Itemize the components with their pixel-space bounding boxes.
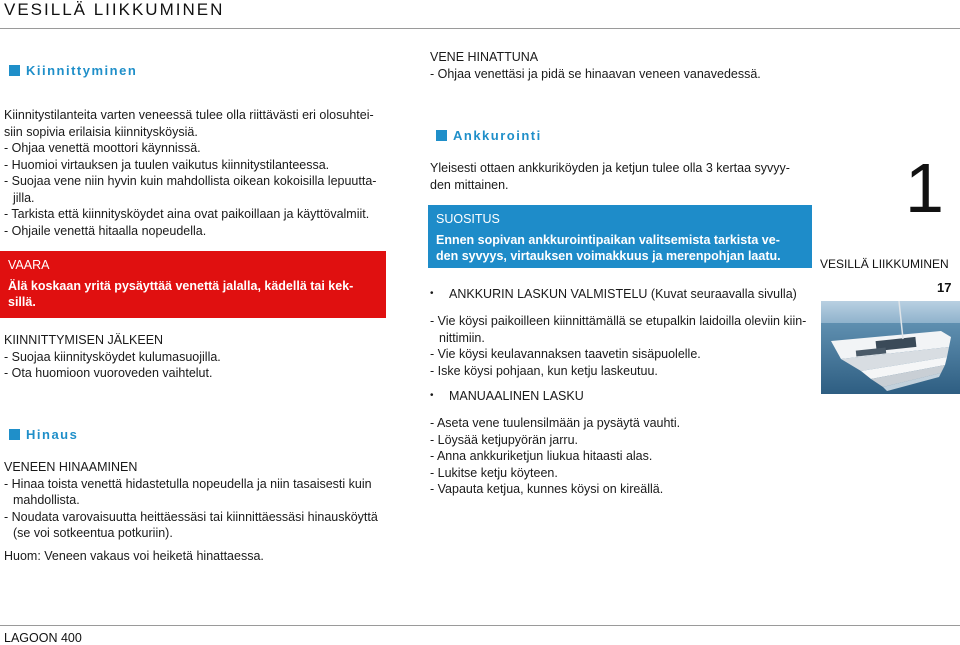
towed-heading: VENE HINATTUNA bbox=[430, 50, 539, 64]
step-item: - Aseta vene tuulensilmään ja pysäytä vauhti. bbox=[430, 416, 681, 430]
step-item: - Iske köysi pohjaan, kun ketju laskeutuu. bbox=[430, 363, 658, 378]
bullet-label: MANUAALINEN LASKU bbox=[449, 389, 584, 403]
hinaus-item: - Noudata varovaisuutta heittäessäsi tai kiinnittäessäsi hinausköyttä bbox=[4, 509, 378, 524]
step-item: - Vie köysi keulavannaksen taavetin sisäpuolelle. bbox=[430, 347, 701, 361]
step-item: - Lukitse ketju köyteen. bbox=[430, 465, 558, 480]
section-heading-kiinnittyminen bbox=[9, 63, 137, 78]
advice-text: Ennen sopivan ankkurointipaikan valitsemista tarkista ve- bbox=[436, 232, 780, 247]
ankkurointi-intro bbox=[430, 160, 820, 193]
warning-title: VAARA bbox=[8, 258, 50, 272]
kiinnitys-item: - Tarkista että kiinnitysköydet aina ovat paikoillaan ja käyttövalmiit. bbox=[4, 207, 370, 221]
square-bullet-icon bbox=[9, 65, 20, 76]
hinaus-item: (se voi sotkeentua potkuriin). bbox=[13, 526, 173, 540]
bullet-anchor-prep bbox=[430, 286, 820, 303]
ankkurointi-intro-line: den mittainen. bbox=[430, 177, 509, 192]
after-mooring-block bbox=[4, 332, 388, 382]
section-heading-label: Hinaus bbox=[26, 427, 79, 442]
section-heading-ankkurointi bbox=[436, 128, 542, 143]
square-bullet-icon bbox=[9, 429, 20, 440]
ankkurointi-intro-line: Yleisesti ottaen ankkuriköyden ja ketjun tulee olla 3 kertaa syvyy- bbox=[430, 161, 790, 175]
footer-divider bbox=[0, 625, 960, 626]
bullet-icon: • bbox=[430, 390, 434, 401]
kiinnitys-intro-line: Kiinnitystilanteita varten veneessä tulee olla riittävästi eri olosuhtei- bbox=[4, 108, 374, 122]
advice-title: SUOSITUS bbox=[436, 212, 500, 226]
hinaus-body bbox=[4, 459, 394, 564]
after-mooring-item: - Suojaa kiinnitysköydet kulumasuojilla. bbox=[4, 349, 221, 364]
manual-drop-steps bbox=[430, 415, 820, 498]
kiinnitys-body bbox=[4, 107, 388, 239]
step-item: nittimiin. bbox=[439, 330, 485, 345]
advice-box bbox=[428, 205, 812, 268]
kiinnitys-item: - Ohjaa venettä moottori käynnissä. bbox=[4, 141, 201, 155]
warning-text: sillä. bbox=[8, 295, 36, 309]
catamaran-photo bbox=[821, 301, 960, 394]
kiinnitys-item: jilla. bbox=[13, 190, 35, 205]
hinaus-subheading: VENEEN HINAAMINEN bbox=[4, 460, 138, 474]
page-header-title: VESILLÄ LIIKKUMINEN bbox=[4, 0, 225, 19]
section-heading-hinaus bbox=[9, 427, 78, 442]
hinaus-note: Huom: Veneen vakaus voi heiketä hinattaessa. bbox=[4, 548, 264, 563]
step-item: - Vie köysi paikoilleen kiinnittämällä se etupalkin laidoilla oleviin kiin- bbox=[430, 314, 807, 328]
hinaus-item: mahdollista. bbox=[13, 493, 80, 507]
square-bullet-icon bbox=[436, 130, 447, 141]
after-mooring-item: - Ota huomioon vuoroveden vaihtelut. bbox=[4, 366, 213, 380]
bullet-manual-drop bbox=[430, 388, 820, 405]
towed-text: - Ohjaa venettäsi ja pidä se hinaavan veneen vanavedessä. bbox=[430, 66, 761, 81]
step-item: - Anna ankkuriketjun liukua hitaasti alas. bbox=[430, 449, 653, 463]
kiinnitys-intro-line: siin sopivia erilaisia kiinnitysköysiä. bbox=[4, 124, 198, 139]
anchor-prep-steps bbox=[430, 313, 820, 379]
warning-box bbox=[0, 251, 386, 318]
warning-text: Älä koskaan yritä pysäyttää venettä jalalla, kädellä tai kek- bbox=[8, 278, 354, 293]
page-number: 17 bbox=[937, 280, 952, 295]
kiinnitys-item: - Ohjaile venettä hitaalla nopeudella. bbox=[4, 223, 207, 238]
step-item: - Vapauta ketjua, kunnes köysi on kireällä. bbox=[430, 482, 664, 496]
header-divider bbox=[0, 28, 960, 29]
step-item: - Löysää ketjupyörän jarru. bbox=[430, 432, 578, 447]
chapter-number: 1 bbox=[905, 149, 944, 227]
bullet-icon: • bbox=[430, 288, 434, 299]
bullet-label: ANKKURIN LASKUN VALMISTELU (Kuvat seuraavalla sivulla) bbox=[449, 287, 797, 301]
section-heading-label: Kiinnittyminen bbox=[26, 63, 138, 78]
footer-model: LAGOON 400 bbox=[4, 631, 82, 645]
after-mooring-heading: KIINNITTYMISEN JÄLKEEN bbox=[4, 333, 164, 347]
advice-text: den syvyys, virtauksen voimakkuus ja merenpohjan laatu. bbox=[436, 249, 781, 263]
hinaus-item: - Hinaa toista venettä hidastetulla nopeudella ja niin tasaisesti kuin bbox=[4, 476, 372, 491]
section-heading-label: Ankkurointi bbox=[453, 128, 542, 143]
chapter-title: VESILLÄ LIIKKUMINEN bbox=[820, 257, 949, 271]
kiinnitys-item: - Huomioi virtauksen ja tuulen vaikutus kiinnitystilanteessa. bbox=[4, 157, 330, 172]
kiinnitys-item: - Suojaa vene niin hyvin kuin mahdollista oikean kokoisilla lepuutta- bbox=[4, 174, 377, 188]
towed-block bbox=[430, 49, 820, 82]
